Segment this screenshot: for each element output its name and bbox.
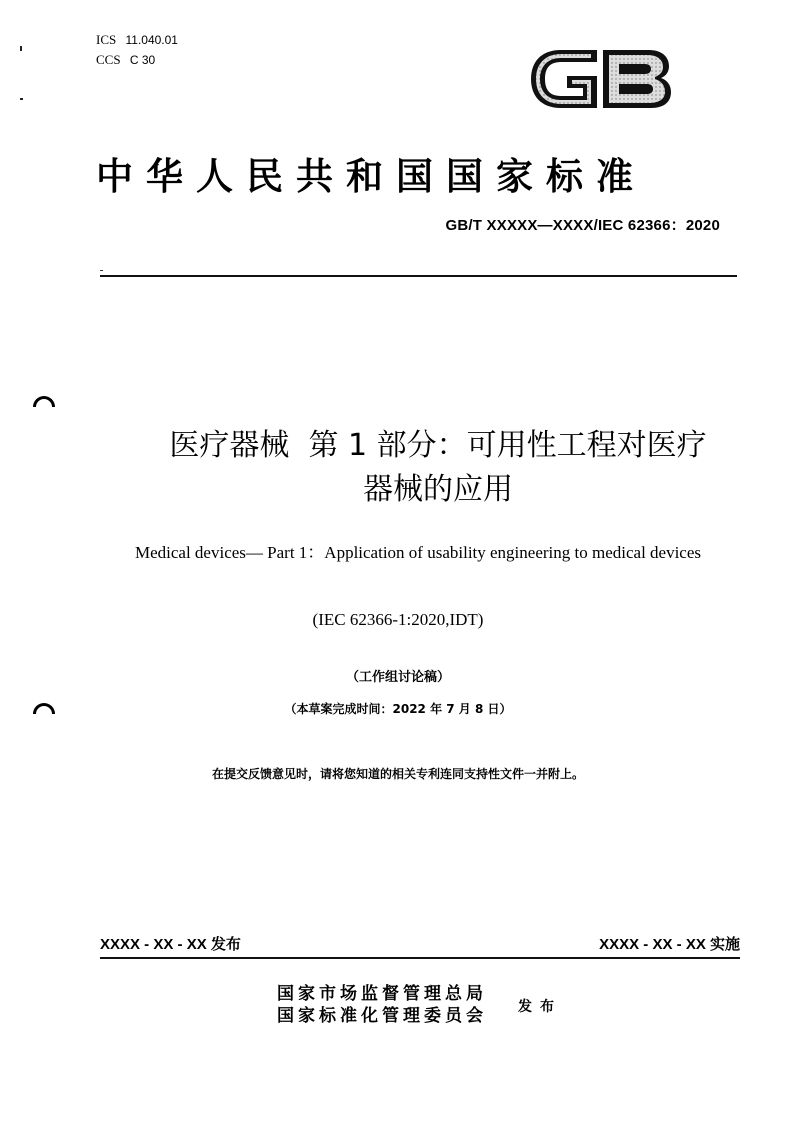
ccs-line [96,50,178,70]
ics-line [96,30,178,50]
title-cn-line-2: 器械的应用 [363,472,513,507]
gb-logo-icon [527,42,675,116]
ics-code: 11.040.01 [125,33,178,47]
scan-mark [20,98,23,100]
document-title-cn [100,424,776,512]
issuing-authorities [277,983,487,1027]
title-cn-line-1: 医疗器械 第 1 部分：可用性工程对医疗 [169,428,707,463]
ics-label: ICS [96,32,117,47]
national-standard-title: 中华人民共和国国家标准 [96,155,646,198]
document-title-en: Medical devices— Part 1：Application of usability engineering to medical devices [134,543,702,562]
publish-date: XXXX - XX - XX 发布 [100,936,241,953]
issuer-sac: 国家标准化管理委员会 [277,1006,487,1026]
ccs-label: CCS [96,52,121,67]
implementation-date: XXXX - XX - XX 实施 [599,936,740,953]
issuer-samr: 国家市场监督管理总局 [277,984,487,1004]
scan-mark [20,46,22,51]
header-divider [100,275,737,277]
ccs-code: C 30 [129,53,156,67]
iec-reference: (IEC 62366-1:2020,IDT) [312,610,484,629]
issue-label: 发布 [518,999,562,1015]
footer-divider [100,957,740,959]
classification-codes [96,30,178,70]
rule-tick [100,270,103,271]
punch-hole-mark [33,396,55,407]
draft-status: （工作组讨论稿） [345,670,450,685]
draft-completion-date: （本草案完成时间：2022 年 7 月 8 日） [284,702,512,716]
standard-number: GB/T XXXXX—XXXX/IEC 62366：2020 [445,217,720,234]
patent-notice: 在提交反馈意见时，请将您知道的相关专利连同支持性文件一并附上。 [211,767,584,781]
